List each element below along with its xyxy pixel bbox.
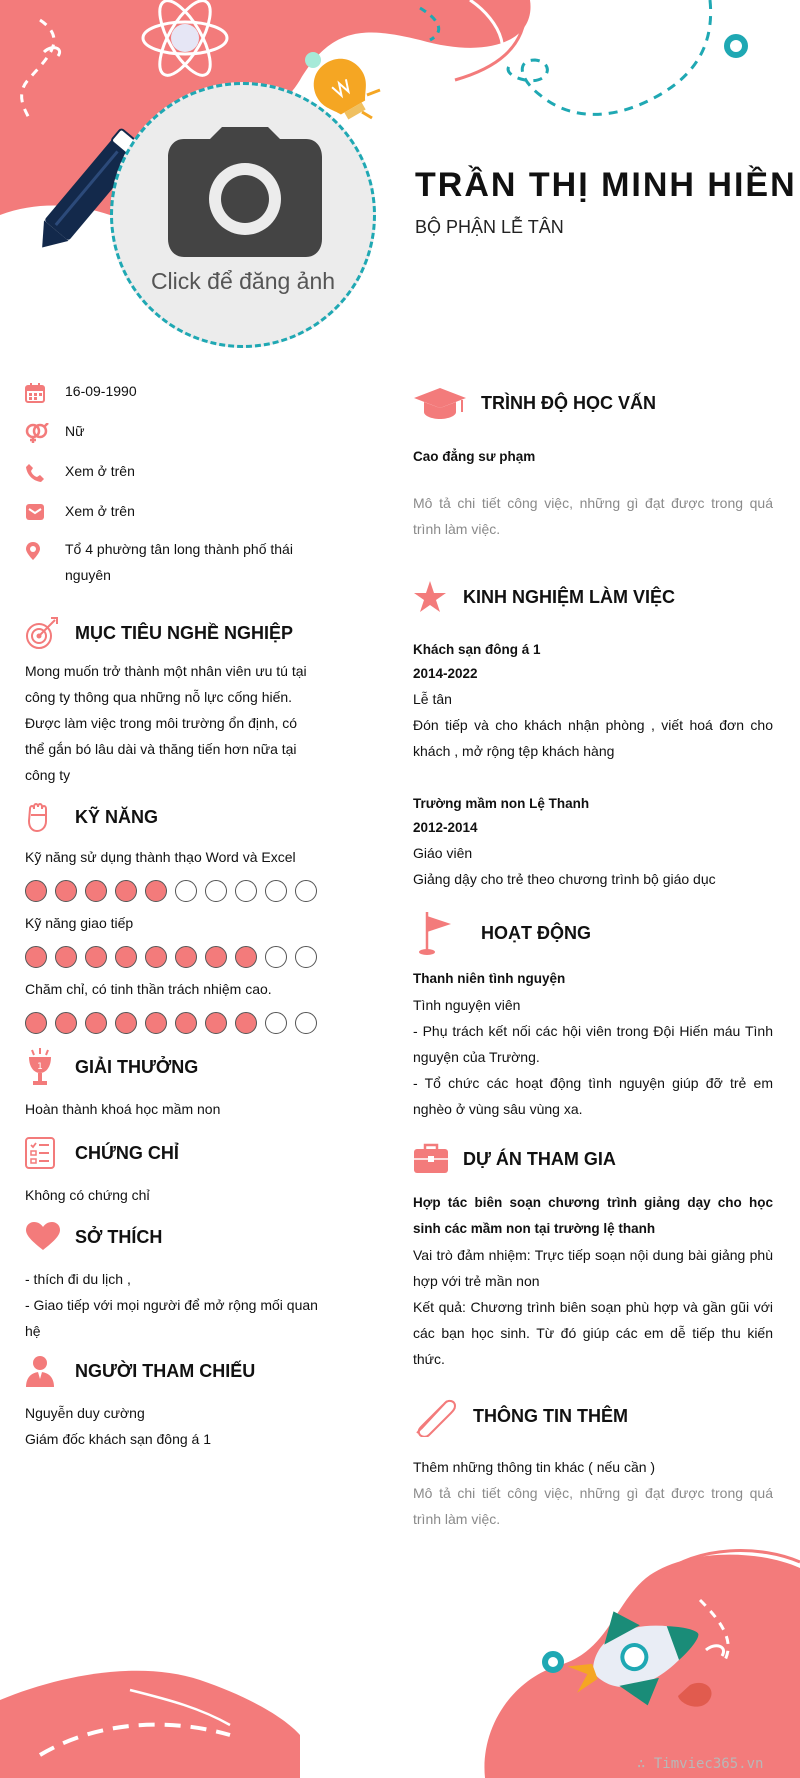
star-icon bbox=[413, 580, 447, 614]
contact-info bbox=[25, 382, 320, 588]
rating-dot bbox=[25, 1012, 47, 1034]
svg-text:1: 1 bbox=[37, 1062, 43, 1072]
experience-job bbox=[413, 792, 773, 892]
photo-upload-label: Click để đăng ảnh bbox=[150, 268, 336, 294]
section-title: KỸ NĂNG bbox=[75, 806, 159, 827]
section-title: TRÌNH ĐỘ HỌC VẤN bbox=[481, 392, 656, 413]
hobbies-list bbox=[25, 1266, 320, 1344]
section-title: NGƯỜI THAM CHIẾU bbox=[75, 1360, 256, 1381]
rating-dot bbox=[205, 880, 227, 902]
projects-header bbox=[413, 1136, 773, 1182]
rating-dot bbox=[175, 1012, 197, 1034]
briefcase-icon bbox=[413, 1143, 449, 1175]
education-description: Mô tả chi tiết công việc, những gì đạt được trong quá trình làm việc. bbox=[413, 495, 773, 537]
rating-dot bbox=[25, 880, 47, 902]
skills-header bbox=[25, 794, 320, 840]
job-company: Trường mầm non Lệ Thanh bbox=[413, 796, 590, 811]
experience-header bbox=[413, 574, 773, 620]
rating-dot bbox=[25, 946, 47, 968]
rating-dot bbox=[205, 1012, 227, 1034]
trophy-icon bbox=[25, 1047, 55, 1087]
person-icon bbox=[25, 1355, 55, 1387]
rating-dot bbox=[235, 880, 257, 902]
rating-dot bbox=[85, 1012, 107, 1034]
contact-value: Nữ bbox=[65, 423, 85, 439]
contact-gender bbox=[25, 422, 320, 448]
flag-icon bbox=[413, 910, 453, 956]
rating-dot bbox=[235, 1012, 257, 1034]
job-period: 2012-2014 bbox=[413, 820, 478, 835]
additional-line: Thêm những thông tin khác ( nếu cần ) bbox=[413, 1459, 656, 1475]
gender-icon bbox=[25, 423, 49, 443]
contact-birthdate bbox=[25, 382, 320, 408]
section-title: HOẠT ĐỘNG bbox=[481, 922, 591, 943]
calendar-icon bbox=[25, 383, 45, 403]
experience-job bbox=[413, 638, 773, 764]
rating-dot bbox=[295, 880, 317, 902]
rating-dot bbox=[55, 946, 77, 968]
awards-header bbox=[25, 1044, 320, 1090]
section-title: CHỨNG CHỈ bbox=[75, 1142, 179, 1163]
job-description: Giảng dậy cho trẻ theo chương trình bộ giáo dục bbox=[413, 871, 716, 887]
rating-dot bbox=[145, 946, 167, 968]
paperclip-icon bbox=[413, 1395, 459, 1437]
rating-dot bbox=[115, 946, 137, 968]
rating-dot bbox=[265, 946, 287, 968]
contact-address bbox=[25, 540, 320, 588]
job-description: Đón tiếp và cho khách nhận phòng , viết hoá đơn cho khách , mở rộng tệp khách hàng bbox=[413, 717, 773, 759]
hobby-item: - thích đi du lịch , bbox=[25, 1271, 131, 1287]
education-school: Cao đẳng sư phạm bbox=[413, 449, 536, 464]
project-name: Hợp tác biên soạn chương trình giảng dạy cho học sinh các mầm non tại trường lệ thanh bbox=[413, 1195, 773, 1236]
right-column bbox=[413, 380, 773, 1532]
additional-header bbox=[413, 1390, 773, 1442]
activity-line: - Phụ trách kết nối các hội viên trong Đội Hiến máu Tình nguyện của Trường. bbox=[413, 1023, 773, 1065]
activity-line: - Tổ chức các hoạt động tình nguyện giúp đỡ trẻ em nghèo ở vùng sâu vùng xa. bbox=[413, 1075, 773, 1117]
contact-value: 16-09-1990 bbox=[65, 383, 137, 399]
rating-dot bbox=[175, 880, 197, 902]
skills-list bbox=[25, 846, 320, 1034]
rating-dot bbox=[55, 1012, 77, 1034]
phone-icon bbox=[25, 463, 45, 483]
location-pin-icon bbox=[25, 541, 41, 561]
section-title: GIẢI THƯỞNG bbox=[75, 1056, 199, 1077]
checklist-icon bbox=[25, 1137, 55, 1169]
contact-email bbox=[25, 502, 320, 526]
job-role: Lễ tân bbox=[413, 691, 452, 707]
rating-dot bbox=[85, 946, 107, 968]
education-header bbox=[413, 380, 773, 426]
rating-dot bbox=[295, 946, 317, 968]
photo-upload-placeholder[interactable] bbox=[110, 82, 376, 348]
job-company: Khách sạn đông á 1 bbox=[413, 642, 541, 657]
left-column bbox=[25, 382, 320, 1452]
awards-text: Hoàn thành khoá học mầm non bbox=[25, 1101, 221, 1117]
activity-role: Tình nguyện viên bbox=[413, 997, 521, 1013]
activity-org: Thanh niên tình nguyện bbox=[413, 971, 566, 986]
contact-value: Xem ở trên bbox=[65, 503, 135, 519]
candidate-name: TRẦN THỊ MINH HIỀN bbox=[415, 166, 797, 204]
objective-header bbox=[25, 610, 320, 656]
skill-rating bbox=[25, 880, 320, 902]
skill-label: Chăm chỉ, có tinh thần trách nhiệm cao. bbox=[25, 981, 272, 997]
rating-dot bbox=[145, 880, 167, 902]
objective-text: Mong muốn trở thành một nhân viên ưu tú tại công ty thông qua những nỗ lực cống hiến. Được làm việc trong môi trường ổn định, có thể gắn bó lâu dài và thăng tiến hơn nữa tại công ty bbox=[25, 663, 307, 783]
references-header bbox=[25, 1348, 320, 1394]
certificates-header bbox=[25, 1130, 320, 1176]
job-period: 2014-2022 bbox=[413, 666, 478, 681]
section-title: THÔNG TIN THÊM bbox=[473, 1405, 628, 1426]
target-icon bbox=[25, 616, 59, 650]
activities-header bbox=[413, 908, 773, 958]
rating-dot bbox=[265, 1012, 287, 1034]
hobby-item: - Giao tiếp với mọi người để mở rộng mối quan hệ bbox=[25, 1297, 318, 1339]
rating-dot bbox=[85, 880, 107, 902]
heart-icon bbox=[25, 1222, 61, 1252]
rating-dot bbox=[55, 880, 77, 902]
additional-description: Mô tả chi tiết công việc, những gì đạt được trong quá trình làm việc. bbox=[413, 1485, 773, 1527]
rating-dot bbox=[205, 946, 227, 968]
rating-dot bbox=[145, 1012, 167, 1034]
watermark: ∴ Timviec365.vn bbox=[637, 1756, 764, 1772]
project-role: Vai trò đảm nhiệm: Trực tiếp soạn nội dung bài giảng phù hợp với trẻ mần non bbox=[413, 1247, 773, 1289]
rating-dot bbox=[115, 1012, 137, 1034]
section-title: DỰ ÁN THAM GIA bbox=[463, 1148, 616, 1169]
rating-dot bbox=[175, 946, 197, 968]
reference-position: Giám đốc khách sạn đông á 1 bbox=[25, 1431, 212, 1447]
contact-value: Xem ở trên bbox=[65, 463, 135, 479]
rating-dot bbox=[295, 1012, 317, 1034]
project-result: Kết quả: Chương trình biên soạn phù hợp và gần gũi với các bạn học sinh. Từ đó giúp các em dễ tiếp thu kiến thức. bbox=[413, 1299, 773, 1367]
job-role: Giáo viên bbox=[413, 845, 473, 861]
reference-name: Nguyễn duy cường bbox=[25, 1405, 145, 1421]
references-list bbox=[25, 1400, 320, 1452]
certificates-text: Không có chứng chỉ bbox=[25, 1187, 150, 1203]
skill-label: Kỹ năng sử dụng thành thạo Word và Excel bbox=[25, 849, 296, 865]
skill-rating bbox=[25, 1012, 320, 1034]
hobbies-header bbox=[25, 1214, 320, 1260]
contact-value: Tổ 4 phường tân long thành phố thái nguyên bbox=[65, 541, 293, 583]
contact-phone bbox=[25, 462, 320, 488]
rating-dot bbox=[115, 880, 137, 902]
skill-label: Kỹ năng giao tiếp bbox=[25, 915, 134, 931]
skill-rating bbox=[25, 946, 320, 968]
section-title: SỞ THÍCH bbox=[75, 1226, 163, 1247]
candidate-position: BỘ PHẬN LỄ TÂN bbox=[415, 217, 564, 237]
graduation-cap-icon bbox=[413, 386, 467, 420]
rating-dot bbox=[235, 946, 257, 968]
section-title: MỤC TIÊU NGHỀ NGHIỆP bbox=[75, 622, 294, 643]
email-icon bbox=[25, 503, 45, 521]
rating-dot bbox=[265, 880, 287, 902]
camera-icon bbox=[168, 127, 322, 257]
section-title: KINH NGHIỆM LÀM VIỆC bbox=[463, 586, 676, 607]
fist-icon bbox=[25, 801, 51, 833]
